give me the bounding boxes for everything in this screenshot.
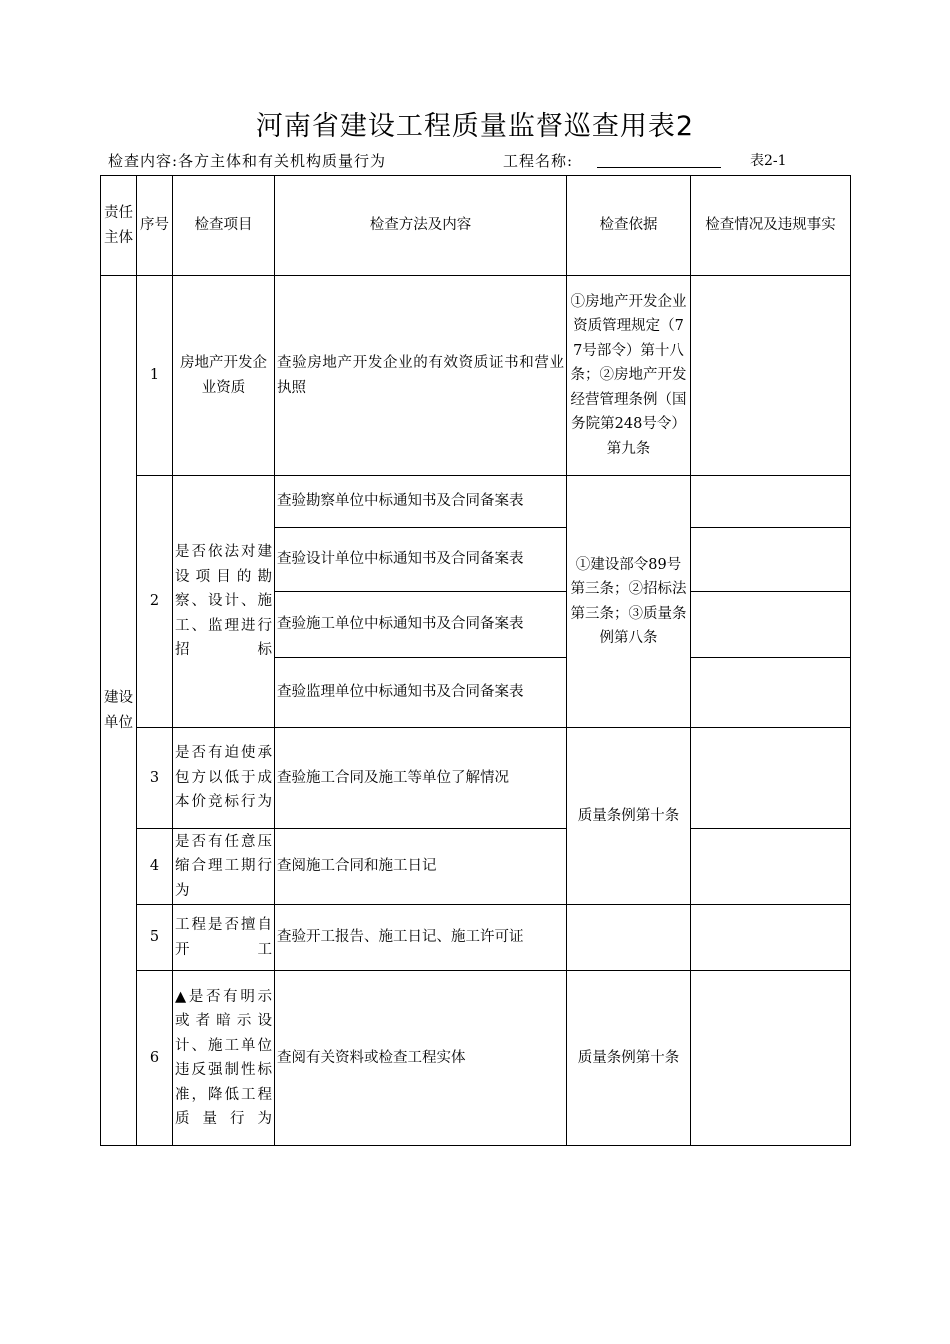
- seq-cell: 6: [137, 971, 173, 1146]
- seq-cell: 1: [137, 276, 173, 476]
- result-cell: [691, 728, 851, 829]
- form-number: 表2-1: [750, 153, 787, 169]
- basis-cell: [567, 905, 691, 971]
- basis-cell: ①房地产开发企业资质管理规定（77号部令）第十八条；②房地产开发经营管理条例（国务院第248号令）第九条: [567, 276, 691, 476]
- inspection-table: [100, 175, 851, 1146]
- method-cell: 查验设计单位中标通知书及合同备案表: [275, 528, 567, 592]
- result-cell: [691, 592, 851, 658]
- header-subject: 责任主体: [101, 176, 137, 276]
- header-item: 检查项目: [173, 176, 275, 276]
- result-cell: [691, 476, 851, 528]
- header-row: [101, 176, 851, 276]
- result-cell: [691, 276, 851, 476]
- method-cell: 查验房地产开发企业的有效资质证书和营业执照: [275, 276, 567, 476]
- method-cell: 查验监理单位中标通知书及合同备案表: [275, 658, 567, 728]
- table-row: [101, 971, 851, 1146]
- page-title: 河南省建设工程质量监督巡查用表2: [255, 111, 695, 142]
- project-name-label: 工程名称:: [503, 152, 574, 170]
- seq-cell: 2: [137, 476, 173, 728]
- item-cell: ▲是否有明示或者暗示设计、施工单位违反强制性标准，降低工程质量行为: [173, 971, 275, 1146]
- table-row: [101, 829, 851, 905]
- seq-cell: 3: [137, 728, 173, 829]
- inspection-content: 检查内容:各方主体和有关机构质量行为: [108, 152, 387, 170]
- item-cell: 工程是否擅自开工: [173, 905, 275, 971]
- method-cell: 查验勘察单位中标通知书及合同备案表: [275, 476, 567, 528]
- header-basis: 检查依据: [567, 176, 691, 276]
- method-cell: 查验开工报告、施工日记、施工许可证: [275, 905, 567, 971]
- header-result: 检查情况及违规事实: [691, 176, 851, 276]
- table-row: [101, 476, 851, 528]
- seq-cell: 4: [137, 829, 173, 905]
- basis-cell: 质量条例第十条: [567, 971, 691, 1146]
- item-cell: 是否有任意压缩合理工期行为: [173, 829, 275, 905]
- basis-cell: ①建设部令89号第三条；②招标法第三条；③质量条例第八条: [567, 476, 691, 728]
- method-cell: 查阅有关资料或检查工程实体: [275, 971, 567, 1146]
- result-cell: [691, 658, 851, 728]
- result-cell: [691, 528, 851, 592]
- table-row: [101, 276, 851, 476]
- item-cell: 房地产开发企业资质: [173, 276, 275, 476]
- project-name-field: [597, 167, 721, 168]
- responsible-subject: 建设单位: [101, 276, 137, 1146]
- result-cell: [691, 829, 851, 905]
- method-cell: 查阅施工合同和施工日记: [275, 829, 567, 905]
- item-cell: 是否有迫使承包方以低于成本价竞标行为: [173, 728, 275, 829]
- table-row: [101, 728, 851, 829]
- method-cell: 查验施工合同及施工等单位了解情况: [275, 728, 567, 829]
- item-cell: 是否依法对建设项目的勘察、设计、施工、监理进行招标: [173, 476, 275, 728]
- header-method: 检查方法及内容: [275, 176, 567, 276]
- result-cell: [691, 905, 851, 971]
- result-cell: [691, 971, 851, 1146]
- method-cell: 查验施工单位中标通知书及合同备案表: [275, 592, 567, 658]
- header-seq: 序号: [137, 176, 173, 276]
- seq-cell: 5: [137, 905, 173, 971]
- basis-cell: 质量条例第十条: [567, 728, 691, 905]
- table-row: [101, 905, 851, 971]
